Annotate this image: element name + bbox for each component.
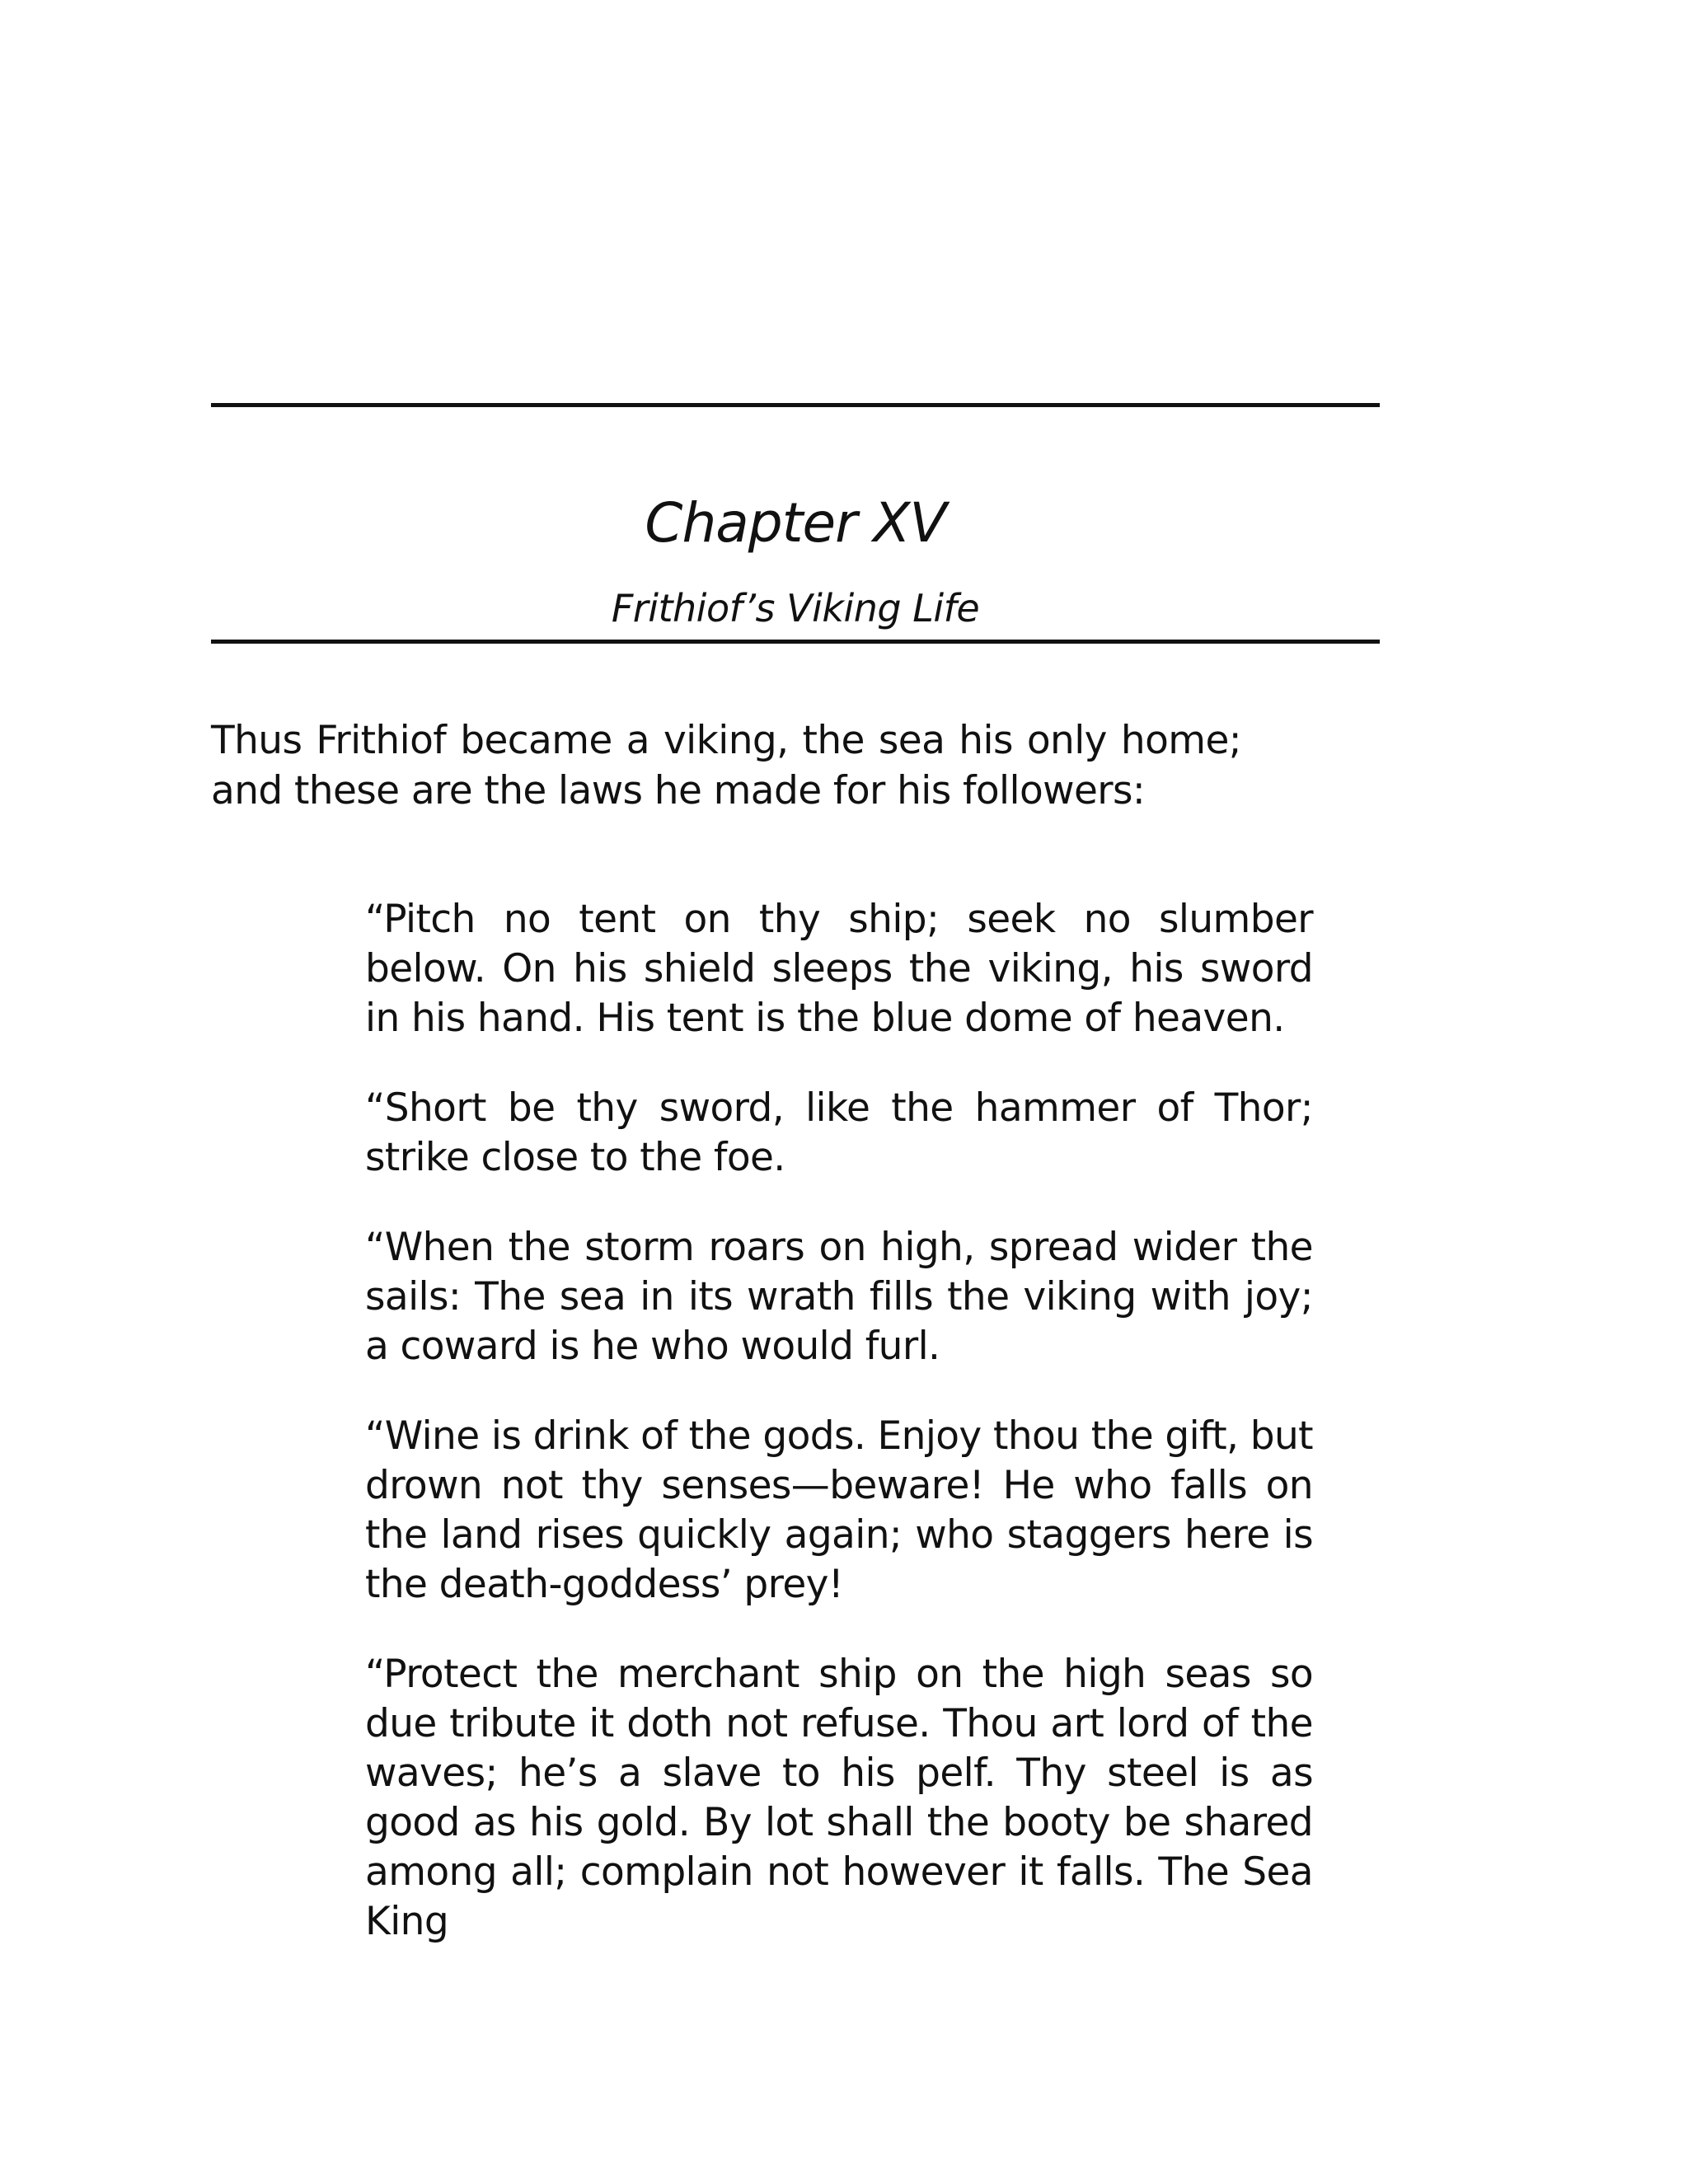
law-paragraph: “Short be thy sword, like the hammer of Thor; strike close to the foe. xyxy=(365,1085,1313,1180)
intro-paragraph: Thus Frithiof became a viking, the sea his only home; and these are the laws he made for his followers: xyxy=(211,718,1241,813)
top-rule xyxy=(211,403,1380,407)
chapter-subtitle: Frithiof’s Viking Life xyxy=(611,586,980,630)
chapter-title: Chapter XV xyxy=(645,491,946,555)
law-paragraph: “Protect the merchant ship on the high seas so due tribute it doth not refuse. Thou art lord of the waves; he’s a slave to his pelf. Thy steel is as good as his gold. By lot shall the booty be shared among all; complain not however it falls. The Sea King xyxy=(365,1652,1313,1944)
law-paragraph: “Wine is drink of the gods. Enjoy thou the gift, but drown not thy senses—beware! He who falls on the land rises quickly again; who staggers here is the death-goddess’ prey! xyxy=(365,1413,1313,1607)
bottom-rule xyxy=(211,640,1380,644)
law-paragraph: “When the storm roars on high, spread wider the sails: The sea in its wrath fills the viking with joy; a coward is he who would furl. xyxy=(365,1225,1313,1369)
law-paragraph: “Pitch no tent on thy ship; seek no slumber below. On his shield sleeps the viking, his sword in his hand. His tent is the blue dome of heaven. xyxy=(365,897,1313,1041)
viking-laws-block xyxy=(365,895,1313,1987)
